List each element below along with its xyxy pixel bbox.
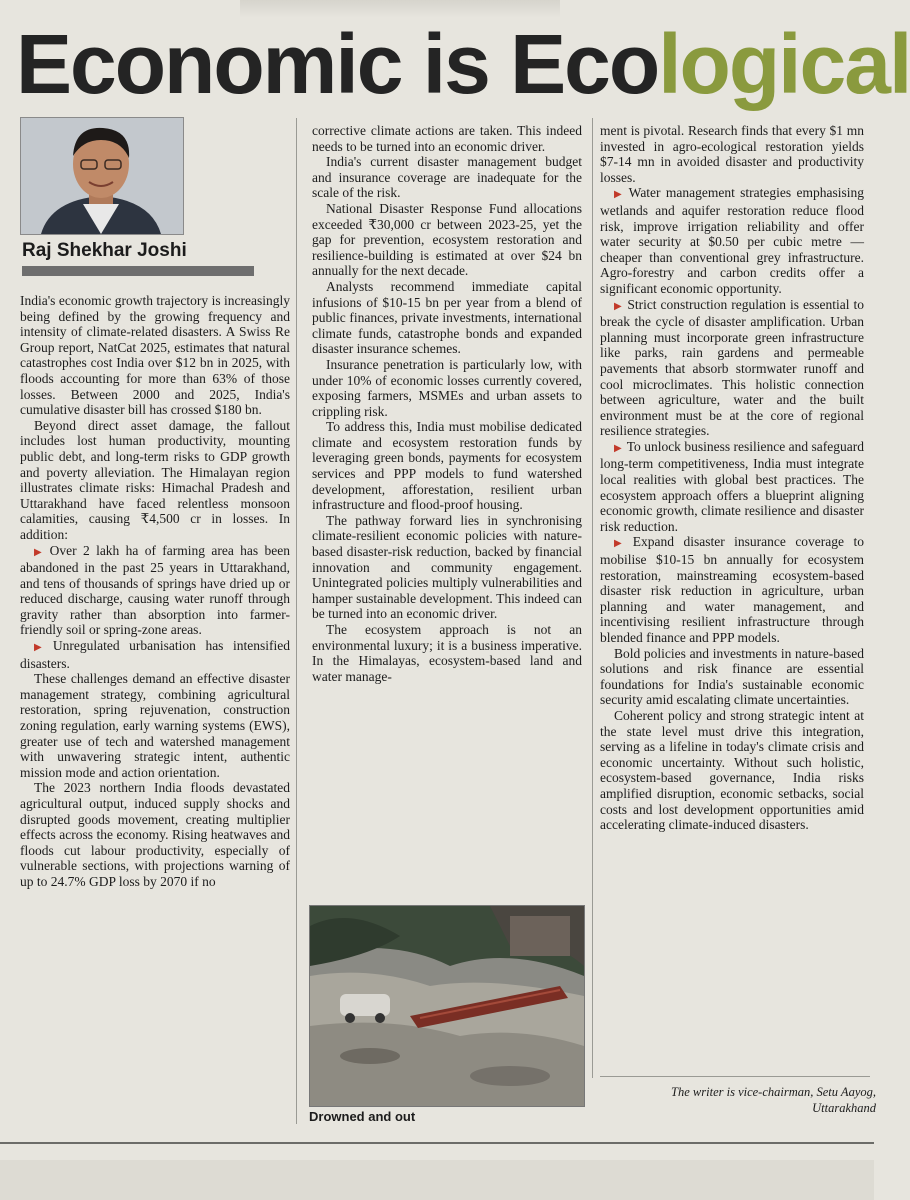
- paragraph: The 2023 northern India floods devastated agricultural output, induced supply shocks and disrupted goods movement, creating multiplier effects across the economy. Rising heatwaves and floods cut labour productivity, especially of vulnerable sections, with projections warning of up to 24.7% GDP loss by 2070 if no: [20, 780, 290, 889]
- paragraph: ment is pivotal. Research finds that every $1 mn invested in agro-ecological restoration yields $7-14 mn in avoided disaster and productivity losses.: [600, 123, 864, 185]
- author-byline: Raj Shekhar Joshi: [22, 240, 187, 261]
- column-divider-1: [296, 118, 297, 1124]
- page-footer-band: [0, 1160, 874, 1200]
- writer-note-line-2: Uttarakhand: [812, 1101, 876, 1115]
- paragraph: The ecosystem approach is not an environmental luxury; it is a business imperative. In the Himalayas, ecosystem-based land and water manage-: [312, 622, 582, 684]
- paragraph: To address this, India must mobilise dedicated climate and ecosystem restoration funds by leveraging green bonds, payments for ecosystem services and PPP models to fund watershed development, afforestation, resilient urban infrastructure and flood-proof housing.: [312, 419, 582, 513]
- flood-photo: [309, 905, 585, 1107]
- bullet-paragraph: ▶ Unregulated urbanisation has intensified disasters.: [20, 638, 290, 671]
- photo-caption: Drowned and out: [309, 1109, 416, 1124]
- paragraph: These challenges demand an effective disaster management strategy, combining agricultural restoration, spring rejuvenation, construction zoning regulation, early warning systems (EWS), greater use of tech and watershed management with unwavering strategic intent, authentic mission mode and action orientation.: [20, 671, 290, 780]
- bullet-paragraph: ▶ Expand disaster insurance coverage to mobilise $10-15 bn annually for ecosystem restoration, mainstreaming ecosystem-based disaster risk reduction in agriculture, urban planning and water management, and incentivising resilient infrastructure through blended finance and PPP models.: [600, 534, 864, 645]
- paragraph: Coherent policy and strong strategic intent at the state level must drive this integration, serving as a lifeline in today's climate crisis and economic uncertainty. Without such holistic, ecosystem-based governance, India risks amplified disruption, economic setbacks, social costs and lost development opportunities amid accelerating climate-induced disasters.: [600, 707, 864, 833]
- bullet-paragraph: ▶ To unlock business resilience and safeguard long-term competitiveness, India must integrate local realities with global best practices. The ecosystem approach offers a blueprint aligning economic growth, climate resilience and disaster risk reduction.: [600, 439, 864, 535]
- column-2: [312, 123, 582, 893]
- paragraph: Beyond direct asset damage, the fallout includes lost human productivity, mounting public debt, and long-term risks to GDP growth and poverty alleviation. The Himalayan region illustrates climate risks: Himachal Pradesh and Uttarakhand have faced relentless monsoon calamities, causing ₹4,500 cr in losses. In addition:: [20, 417, 290, 542]
- paragraph: National Disaster Response Fund allocations exceeded ₹30,000 cr between 2023-25, yet the gap for prevention, ecosystem restoration and resilience-building is estimated at over $24 bn annually for the next decade.: [312, 200, 582, 279]
- column-3: [600, 123, 864, 1068]
- bullet-paragraph: ▶ Over 2 lakh ha of farming area has been abandoned in the past 25 years in Uttarakhand, and tens of thousands of springs have dried up or reduced discharge, causing water runoff through gravity rather than absorption into farmer-friendly soil or spring-zone areas.: [20, 543, 290, 639]
- headline-part-1: Economic is Eco: [16, 17, 659, 111]
- writer-note: [606, 1084, 876, 1116]
- paragraph: India's current disaster management budget and insurance coverage are inadequate for the scale of the risk.: [312, 154, 582, 201]
- writer-note-line-1: The writer is vice-chairman, Setu Aayog,: [671, 1085, 876, 1099]
- paragraph: Insurance penetration is particularly low, with under 10% of economic losses currently covered, exposing farmers, MSMEs and urban assets to crippling risk.: [312, 356, 582, 419]
- headline-part-2: logical: [658, 17, 910, 111]
- column-divider-2: [592, 118, 593, 1078]
- paragraph: India's economic growth trajectory is increasingly being defined by the growing frequency and intensity of climate-related disasters. A Swiss Re Group report, NatCat 2025, estimates that natural catastrophes cost India over $12 bn in 2025, with floods accounting for more than 63% of those losses. Between 2000 and 2025, India's cumulative disaster bill has crossed $180 bn.: [20, 293, 290, 418]
- paragraph: corrective climate actions are taken. This indeed needs to be turned into an economic driver.: [312, 123, 582, 154]
- writer-note-rule: [600, 1076, 870, 1077]
- paragraph: Analysts recommend immediate capital infusions of $10-15 bn per year from a blend of public finances, private investments, international climate funds, catastrophe bonds and expanded disaster insurance schemes.: [312, 278, 582, 357]
- headline: [16, 14, 910, 114]
- page-bottom-rule: [0, 1142, 874, 1144]
- paragraph: Bold policies and investments in nature-based solutions and risk finance are essential foundations for India's sustainable economic security amid escalating climate uncertainties.: [600, 645, 864, 708]
- column-1: [20, 293, 290, 1135]
- byline-underline-bar: [22, 266, 254, 276]
- bullet-paragraph: ▶ Water management strategies emphasising wetlands and aquifer restoration reduce flood risk, improve irrigation reliability and offer water security at $0.50 per cubic metre — cheaper than conventional grey infrastructure. Agro-forestry and carbon credits offer a significant economic opportunity.: [600, 185, 864, 296]
- author-photo: [20, 117, 184, 235]
- bullet-paragraph: ▶ Strict construction regulation is essential to break the cycle of disaster amplification. Urban planning must incorporate green infrastructure like parks, rain gardens and permeable pavements that absorb stormwater runoff and cool microclimates. This holistic connection between agriculture, water and the built environment must be at the core of regional resilience strategies.: [600, 297, 864, 439]
- paragraph: The pathway forward lies in synchronising climate-resilient economic policies with nature-based disaster-risk reduction, backed by financial innovation and community engagement. Unintegrated policies multiply vulnerabilities and hamper sustainable development. This indeed can be turned into an economic driver.: [312, 512, 582, 622]
